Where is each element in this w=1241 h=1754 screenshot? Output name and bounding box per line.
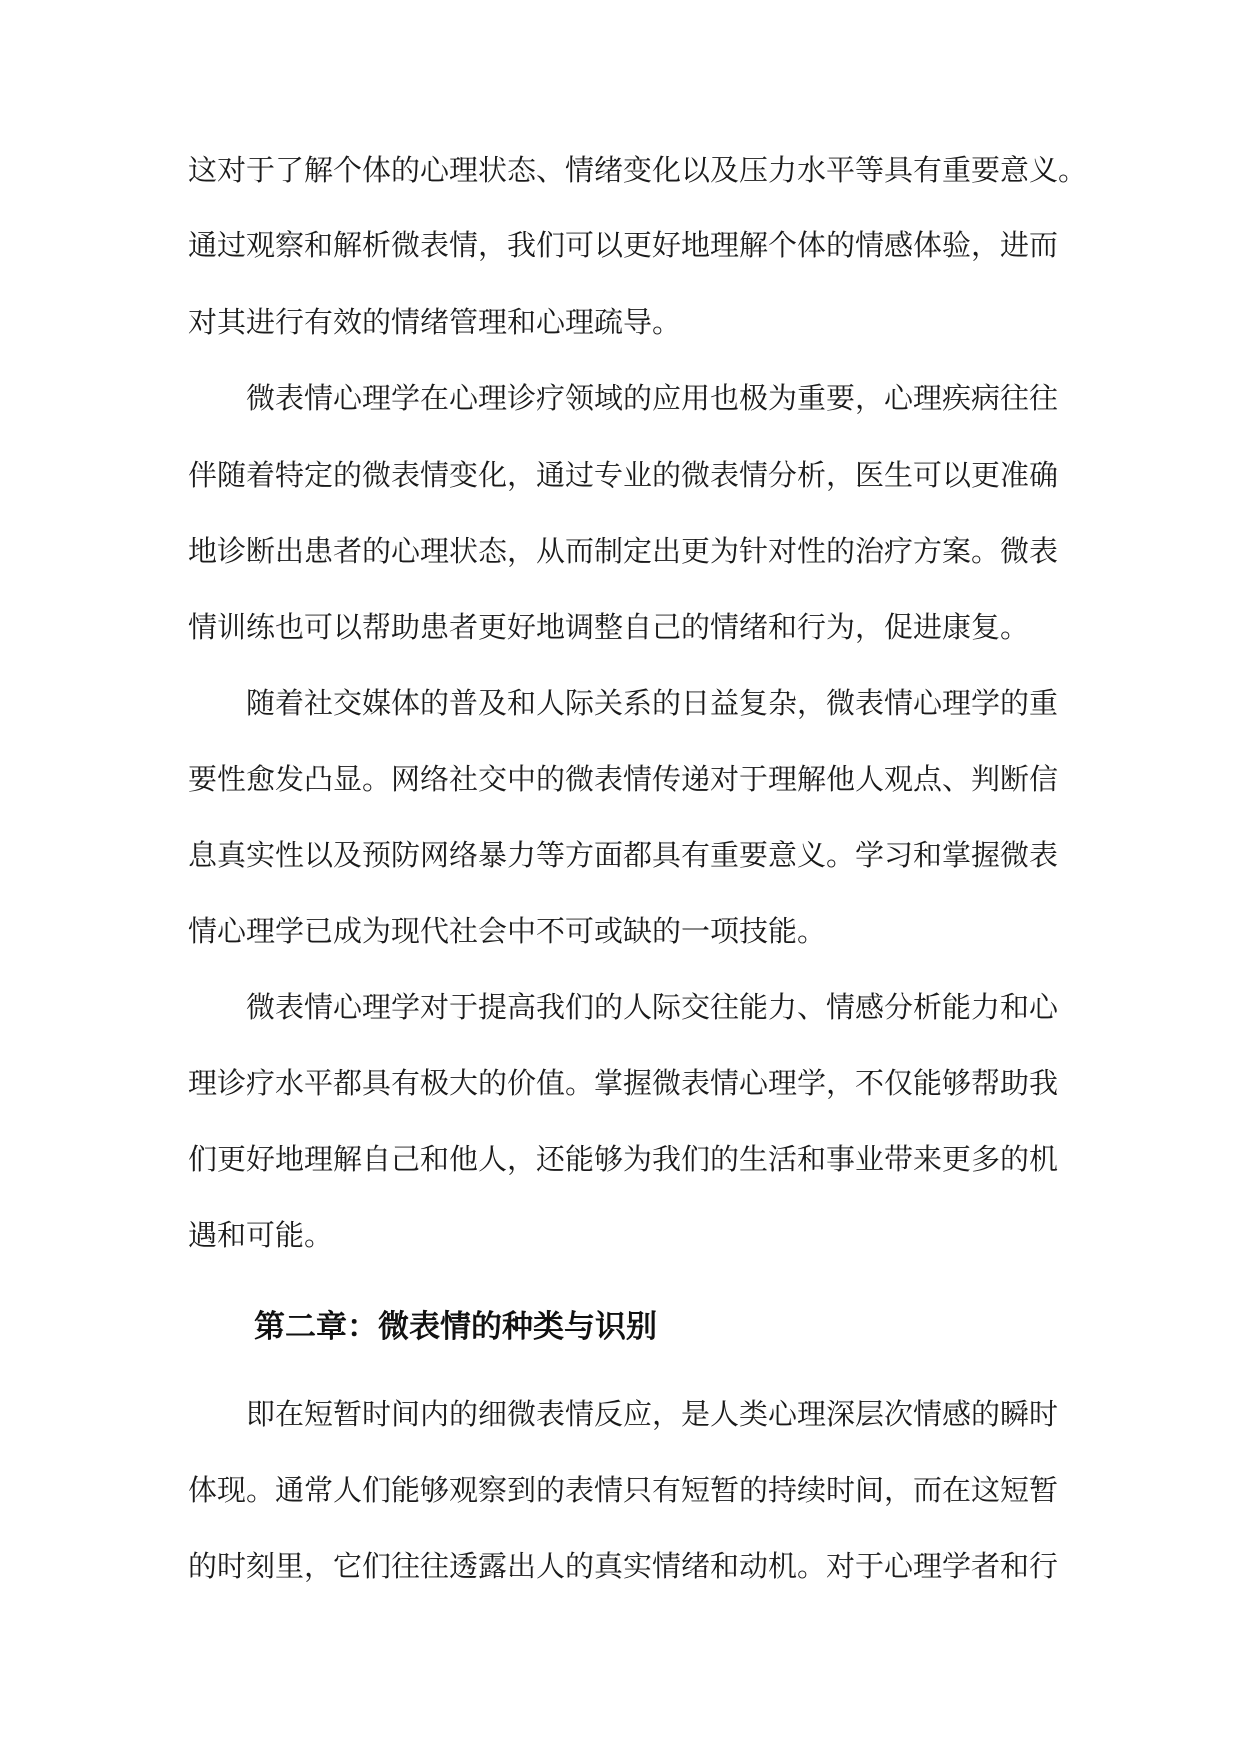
text-line: 伴随着特定的微表情变化，通过专业的微表情分析，医生可以更准确: [188, 458, 1059, 492]
text-line: 地诊断出患者的心理状态，从而制定出更为针对性的治疗方案。微表: [188, 534, 1059, 568]
text-line: 们更好地理解自己和他人，还能够为我们的生活和事业带来更多的机: [188, 1142, 1059, 1176]
paragraph-start-line: 即在短暂时间内的细微表情反应，是人类心理深层次情感的瞬时: [246, 1397, 1059, 1431]
text-line: 息真实性以及预防网络暴力等方面都具有重要意义。学习和掌握微表: [188, 838, 1059, 872]
text-line: 这对于了解个体的心理状态、情绪变化以及压力水平等具有重要意义。: [188, 153, 1088, 187]
paragraph-start-line: 微表情心理学对于提高我们的人际交往能力、情感分析能力和心: [246, 990, 1059, 1024]
text-line: 情训练也可以帮助患者更好地调整自己的情绪和行为，促进康复。: [188, 610, 1030, 644]
chapter-heading: 第二章：微表情的种类与识别: [254, 1309, 657, 1345]
text-line: 的时刻里，它们往往透露出人的真实情绪和动机。对于心理学者和行: [188, 1549, 1059, 1583]
text-line: 要性愈发凸显。网络社交中的微表情传递对于理解他人观点、判断信: [188, 762, 1059, 796]
paragraph-start-line: 随着社交媒体的普及和人际关系的日益复杂，微表情心理学的重: [246, 686, 1059, 720]
text-line: 情心理学已成为现代社会中不可或缺的一项技能。: [188, 914, 827, 948]
text-line: 体现。通常人们能够观察到的表情只有短暂的持续时间，而在这短暂: [188, 1473, 1059, 1507]
text-line: 理诊疗水平都具有极大的价值。掌握微表情心理学，不仅能够帮助我: [188, 1066, 1059, 1100]
text-line: 通过观察和解析微表情，我们可以更好地理解个体的情感体验，进而: [188, 228, 1059, 262]
paragraph-start-line: 微表情心理学在心理诊疗领域的应用也极为重要，心理疾病往往: [246, 381, 1059, 415]
text-line: 遇和可能。: [188, 1218, 334, 1252]
text-line: 对其进行有效的情绪管理和心理疏导。: [188, 305, 682, 339]
